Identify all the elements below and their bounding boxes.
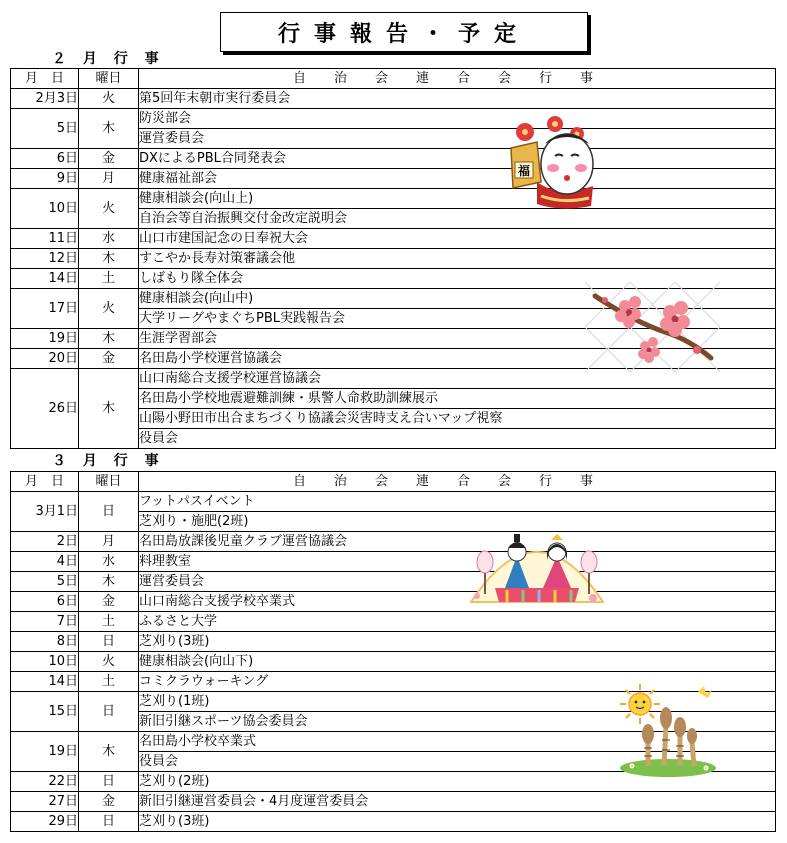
table-row bbox=[11, 812, 776, 832]
event-cell: 山口南総合支援学校運営協議会 bbox=[139, 369, 776, 389]
weekday-cell: 木 bbox=[79, 369, 139, 449]
event-cell: 健康相談会(向山下) bbox=[139, 652, 776, 672]
weekday-cell: 火 bbox=[79, 652, 139, 672]
header-dow: 曜日 bbox=[79, 472, 139, 492]
event-cell: フットパスイベント bbox=[139, 492, 776, 512]
table-row bbox=[11, 89, 776, 109]
date-cell: 22日 bbox=[11, 772, 79, 792]
event-cell: コミクラウォーキング bbox=[139, 672, 776, 692]
date-cell: 15日 bbox=[11, 692, 79, 732]
date-cell: 6日 bbox=[11, 149, 79, 169]
event-cell: 芝刈り(2班) bbox=[139, 772, 776, 792]
weekday-cell: 土 bbox=[79, 612, 139, 632]
weekday-cell: 金 bbox=[79, 149, 139, 169]
weekday-cell: 金 bbox=[79, 592, 139, 612]
date-cell: 27日 bbox=[11, 792, 79, 812]
date-cell: 20日 bbox=[11, 349, 79, 369]
february-schedule-table bbox=[10, 68, 776, 449]
sun-icon bbox=[620, 684, 660, 724]
date-cell: 10日 bbox=[11, 189, 79, 229]
event-cell: 運営委員会 bbox=[139, 129, 776, 149]
table-header-row bbox=[11, 472, 776, 492]
weekday-cell: 木 bbox=[79, 249, 139, 269]
header-dow: 曜日 bbox=[79, 69, 139, 89]
weekday-cell: 木 bbox=[79, 109, 139, 149]
date-cell: 14日 bbox=[11, 269, 79, 289]
date-cell: 8日 bbox=[11, 632, 79, 652]
weekday-cell: 月 bbox=[79, 169, 139, 189]
event-cell: 芝刈り(3班) bbox=[139, 812, 776, 832]
event-cell: 役員会 bbox=[139, 752, 776, 772]
weekday-cell: 日 bbox=[79, 812, 139, 832]
horsetail-sun-illustration bbox=[618, 682, 718, 777]
date-cell: 19日 bbox=[11, 732, 79, 772]
event-cell: 健康相談会(向山上) bbox=[139, 189, 776, 209]
date-cell: 10日 bbox=[11, 652, 79, 672]
date-cell: 19日 bbox=[11, 329, 79, 349]
date-cell: 17日 bbox=[11, 289, 79, 329]
date-cell: 6日 bbox=[11, 592, 79, 612]
weekday-cell: 火 bbox=[79, 289, 139, 329]
weekday-cell: 木 bbox=[79, 329, 139, 349]
march-heading: ３ 月 行 事 bbox=[52, 453, 165, 469]
event-cell: 第5回年末朝市実行委員会 bbox=[139, 89, 776, 109]
table-row bbox=[11, 532, 776, 552]
weekday-cell: 金 bbox=[79, 792, 139, 812]
table-row bbox=[11, 792, 776, 812]
hina-dolls-illustration bbox=[467, 522, 607, 607]
event-cell: 新旧引継スポーツ協会委員会 bbox=[139, 712, 776, 732]
event-cell: 山口南総合支援学校卒業式 bbox=[139, 592, 776, 612]
table-row bbox=[11, 612, 776, 632]
table-row bbox=[11, 592, 776, 612]
event-cell: 山口市建国記念の日奉祝大会 bbox=[139, 229, 776, 249]
fortune-character: 福 bbox=[517, 164, 531, 178]
date-cell: 14日 bbox=[11, 672, 79, 692]
event-cell: 運営委員会 bbox=[139, 572, 776, 592]
weekday-cell: 日 bbox=[79, 632, 139, 652]
event-cell: 名田島小学校運営協議会 bbox=[139, 349, 776, 369]
header-events: 自治会連合会行事 bbox=[139, 69, 776, 89]
weekday-cell: 水 bbox=[79, 229, 139, 249]
event-cell: ふるさと大学 bbox=[139, 612, 776, 632]
header-date: 月 日 bbox=[11, 69, 79, 89]
event-cell: しばもり隊全体会 bbox=[139, 269, 776, 289]
event-cell: DXによるPBL合同発表会 bbox=[139, 149, 776, 169]
date-cell: 3月1日 bbox=[11, 492, 79, 532]
table-row bbox=[11, 652, 776, 672]
event-cell: 大学リーグやまぐちPBL実践報告会 bbox=[139, 309, 776, 329]
event-cell: 自治会等自治振興交付金改定説明会 bbox=[139, 209, 776, 229]
weekday-cell: 水 bbox=[79, 552, 139, 572]
date-cell: 29日 bbox=[11, 812, 79, 832]
weekday-cell: 月 bbox=[79, 532, 139, 552]
weekday-cell: 火 bbox=[79, 89, 139, 109]
event-cell: 芝刈り(1班) bbox=[139, 692, 776, 712]
event-cell: 名田島小学校地震避難訓練・県警人命救助訓練展示 bbox=[139, 389, 776, 409]
otafuku-face-icon bbox=[541, 134, 593, 194]
table-row bbox=[11, 229, 776, 249]
weekday-cell: 日 bbox=[79, 692, 139, 732]
date-cell: 2日 bbox=[11, 532, 79, 552]
event-cell: 名田島小学校卒業式 bbox=[139, 732, 776, 752]
table-row bbox=[11, 249, 776, 269]
header-events: 自治会連合会行事 bbox=[139, 472, 776, 492]
event-cell: 生涯学習部会 bbox=[139, 329, 776, 349]
header-date: 月 日 bbox=[11, 472, 79, 492]
weekday-cell: 木 bbox=[79, 572, 139, 592]
date-cell: 5日 bbox=[11, 109, 79, 149]
date-cell: 26日 bbox=[11, 369, 79, 449]
event-cell: 芝刈り・施肥(2班) bbox=[139, 512, 776, 532]
event-cell: 山陽小野田市出合まちづくり協議会災害時支え合いマップ視察 bbox=[139, 409, 776, 429]
date-cell: 12日 bbox=[11, 249, 79, 269]
event-cell: 健康相談会(向山中) bbox=[139, 289, 776, 309]
table-row bbox=[11, 189, 776, 209]
weekday-cell: 土 bbox=[79, 672, 139, 692]
weekday-cell: 金 bbox=[79, 349, 139, 369]
date-cell: 5日 bbox=[11, 572, 79, 592]
date-cell: 11日 bbox=[11, 229, 79, 249]
plum-blossom-illustration bbox=[585, 282, 720, 372]
weekday-cell: 土 bbox=[79, 269, 139, 289]
table-row bbox=[11, 149, 776, 169]
weekday-cell: 木 bbox=[79, 732, 139, 772]
table-row bbox=[11, 169, 776, 189]
table-row bbox=[11, 109, 776, 129]
event-cell: 防災部会 bbox=[139, 109, 776, 129]
otafuku-mask-illustration bbox=[497, 112, 607, 212]
date-cell: 9日 bbox=[11, 169, 79, 189]
february-heading: ２ 月 行 事 bbox=[52, 51, 165, 67]
date-cell: 4日 bbox=[11, 552, 79, 572]
event-cell: 料理教室 bbox=[139, 552, 776, 572]
table-row bbox=[11, 552, 776, 572]
event-cell: 新旧引継運営委員会・4月度運営委員会 bbox=[139, 792, 776, 812]
weekday-cell: 日 bbox=[79, 772, 139, 792]
weekday-cell: 火 bbox=[79, 189, 139, 229]
butterfly-icon bbox=[698, 686, 712, 698]
march-schedule-table bbox=[10, 471, 776, 832]
table-row bbox=[11, 632, 776, 652]
horsetail-icon bbox=[642, 707, 697, 766]
event-cell: 芝刈り(3班) bbox=[139, 632, 776, 652]
event-cell: 名田島放課後児童クラブ運営協議会 bbox=[139, 532, 776, 552]
table-row bbox=[11, 492, 776, 512]
event-cell: 役員会 bbox=[139, 429, 776, 449]
table-header-row bbox=[11, 69, 776, 89]
page-title: 行事報告・予定 bbox=[220, 12, 588, 52]
event-cell: 健康福祉部会 bbox=[139, 169, 776, 189]
date-cell: 7日 bbox=[11, 612, 79, 632]
date-cell: 2月3日 bbox=[11, 89, 79, 109]
table-row bbox=[11, 572, 776, 592]
weekday-cell: 日 bbox=[79, 492, 139, 532]
event-cell: すこやか長寿対策審議会他 bbox=[139, 249, 776, 269]
